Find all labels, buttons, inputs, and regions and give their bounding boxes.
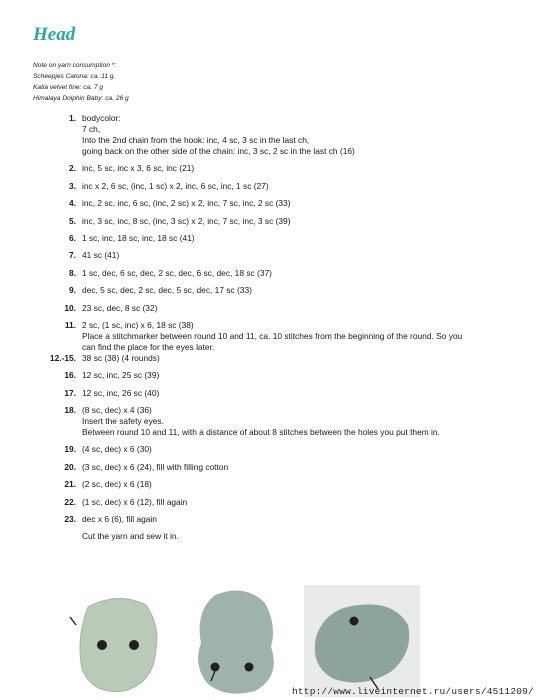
note-line: Note on yarn consumption *: — [33, 62, 117, 69]
round-instructions — [79, 497, 513, 508]
round-instructions — [79, 514, 513, 525]
instruction-line: Place a stitchmarker between round 10 and 11, ca. 10 stitches from the beginning of the round. So you — [82, 330, 463, 341]
round-instructions — [79, 163, 513, 174]
round-row — [33, 113, 513, 157]
instruction-line: 12 sc, inc, 26 sc (40) — [82, 387, 160, 398]
instruction-line: dec x 6 (6), fill again — [82, 514, 157, 525]
round-number: 1. — [69, 113, 76, 123]
final-spacer — [33, 531, 79, 542]
instruction-line: bodycolor: — [82, 113, 121, 123]
round-row — [33, 198, 513, 209]
head-photo-2 — [185, 585, 285, 697]
round-number: 17. — [64, 387, 76, 398]
round-row — [33, 514, 513, 525]
round-row — [33, 268, 513, 279]
instruction-line: 38 sc (38) (4 rounds) — [82, 352, 160, 363]
round-row — [33, 370, 513, 381]
round-instructions — [79, 216, 513, 227]
round-instructions — [79, 250, 513, 261]
round-instructions — [79, 268, 513, 279]
section-title: Head — [33, 24, 76, 45]
head-photo-1 — [68, 587, 170, 697]
round-row — [33, 479, 513, 490]
round-number: 21. — [64, 479, 76, 490]
instruction-line: (1 sc, dec) x 6 (12), fill again — [82, 496, 188, 507]
instruction-line: 1 sc, dec, 6 sc, dec, 2 sc, dec, 6 sc, dec, 18 sc (37) — [82, 267, 272, 278]
round-number: 10. — [64, 302, 76, 313]
round-number: 23. — [64, 514, 76, 525]
round-number: 3. — [69, 180, 76, 191]
instruction-line: 2 sc, (1 sc, inc) x 6, 18 sc (38) — [82, 319, 194, 330]
round-instructions — [79, 320, 513, 353]
instruction-line: (3 sc, dec) x 6 (24), fill with filling cotton — [82, 461, 229, 472]
round-number: 20. — [64, 461, 76, 472]
round-row — [33, 405, 513, 438]
round-instructions — [79, 462, 513, 473]
instruction-line: going back on the other side of the chain: inc, 3 sc, 2 sc in the last ch (16) — [82, 146, 355, 156]
photo-strip — [0, 585, 549, 700]
round-instructions — [79, 388, 513, 399]
head-photo-3 — [304, 585, 420, 697]
round-row — [33, 497, 513, 508]
instruction-line: 1 sc, inc, 18 sc, inc, 18 sc (41) — [82, 232, 195, 243]
instruction-line: (4 sc, dec) x 6 (30) — [82, 444, 152, 455]
yarn-note — [33, 60, 129, 104]
round-instructions — [79, 198, 513, 209]
note-line: Scheepjes Catona: ca. 11 g. — [33, 73, 116, 80]
round-row — [33, 233, 513, 244]
instruction-line: inc, 3 sc, inc, 8 sc, (inc, 3 sc) x 2, inc, 7 sc, inc, 3 sc (39) — [82, 215, 291, 226]
instruction-line: can find the place for the eyes later. — [82, 341, 215, 352]
instruction-line: Insert the safety eyes. — [82, 416, 164, 427]
watermark-url: http://www.liveinternet.ru/users/4511209/ — [292, 686, 534, 697]
instruction-line: Into the 2nd chain from the hook: inc, 4 sc, 3 sc in the last ch, — [82, 135, 310, 145]
round-row — [33, 303, 513, 314]
round-row — [33, 285, 513, 296]
round-instructions — [79, 444, 513, 455]
final-row — [33, 531, 513, 542]
instruction-line: (2 sc, dec) x 6 (18) — [82, 479, 152, 490]
round-instructions — [79, 479, 513, 490]
final-instruction: Cut the yarn and sew it in. — [82, 531, 179, 542]
round-row — [33, 444, 513, 455]
round-instructions — [79, 353, 513, 364]
round-instructions — [79, 181, 513, 192]
round-instructions — [79, 370, 513, 381]
round-number: 7. — [69, 250, 76, 261]
round-row — [33, 216, 513, 227]
round-number: 16. — [64, 370, 76, 381]
rounds-list — [33, 113, 513, 549]
round-row — [33, 163, 513, 174]
instruction-line: dec, 5 sc, dec, 2 sc, dec, 5 sc, dec, 17 sc (33) — [82, 285, 252, 296]
instruction-line: inc, 5 sc, inc x 3, 6 sc, inc (21) — [82, 163, 195, 174]
round-number: 18. — [64, 405, 76, 416]
instruction-line: 12 sc, inc, 25 sc (39) — [82, 370, 160, 381]
round-row — [33, 250, 513, 261]
instruction-line: 7 ch, — [82, 124, 101, 134]
round-row — [33, 181, 513, 192]
round-instructions — [79, 303, 513, 314]
round-instructions — [79, 285, 513, 296]
round-number: 9. — [69, 285, 76, 296]
round-number: 11. — [64, 319, 76, 330]
round-number: 5. — [69, 215, 76, 226]
round-row — [33, 320, 513, 353]
instruction-line: (8 sc, dec) x 4 (36) — [82, 405, 152, 416]
round-instructions — [79, 113, 513, 157]
instruction-line: inc, 2 sc, inc, 6 sc, (inc, 2 sc) x 2, inc, 7 sc, inc, 2 sc (33) — [82, 198, 291, 209]
instruction-line: inc x 2, 6 sc, (inc, 1 sc) x 2, inc, 6 sc, inc, 1 sc (27) — [82, 180, 269, 191]
instruction-line: 23 sc, dec, 8 sc (32) — [82, 302, 158, 313]
round-number: 8. — [69, 267, 76, 278]
round-instructions — [79, 233, 513, 244]
round-number: 2. — [69, 163, 76, 174]
round-number: 4. — [69, 198, 76, 209]
round-number: 6. — [69, 232, 76, 243]
round-row — [33, 462, 513, 473]
instruction-line: Between round 10 and 11, with a distance of about 8 stitches between the holes you put them in. — [82, 427, 440, 438]
instruction-line: 41 sc (41) — [82, 250, 120, 261]
round-instructions — [79, 405, 513, 438]
round-number: 22. — [64, 496, 76, 507]
round-number: 19. — [64, 444, 76, 455]
round-row — [33, 388, 513, 399]
round-number: 12.-15. — [49, 352, 76, 363]
note-line: Himalaya Dolphin Baby: ca. 26 g — [33, 95, 129, 102]
round-row — [33, 353, 513, 364]
note-line: Katia velvet fine: ca. 7 g — [33, 84, 104, 91]
